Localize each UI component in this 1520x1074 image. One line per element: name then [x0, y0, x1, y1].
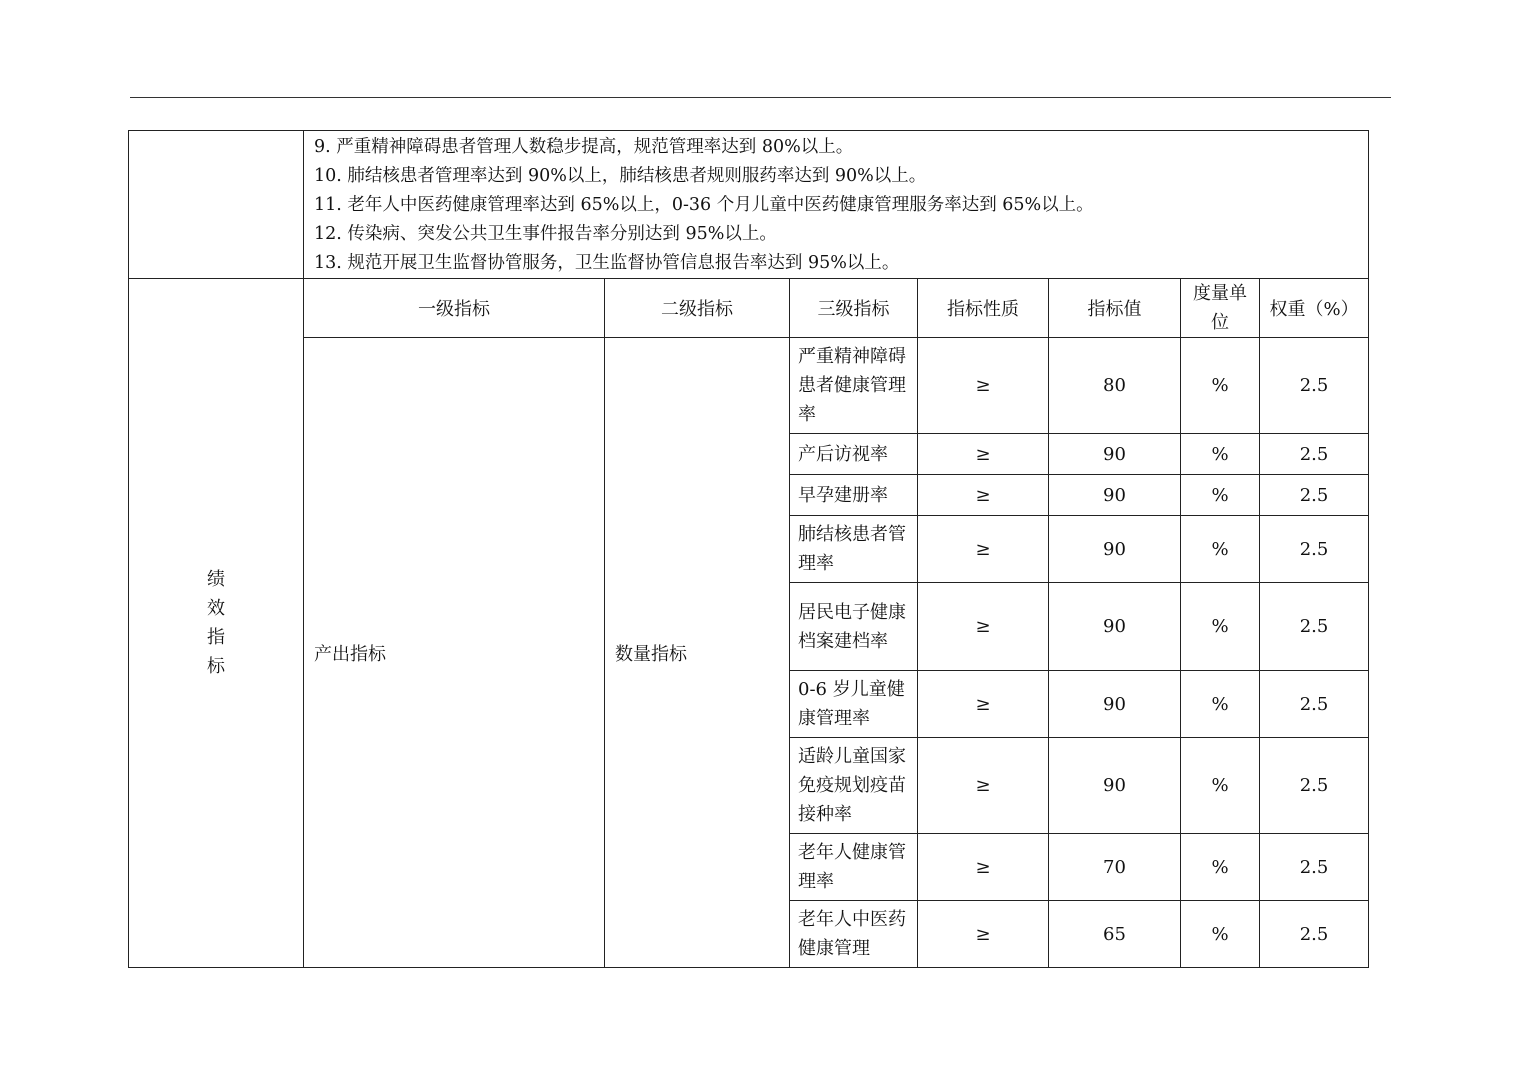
nature-cell: ≥	[918, 338, 1049, 434]
performance-table	[128, 130, 1369, 968]
level1-cell: 产出指标	[304, 338, 605, 968]
unit-cell: %	[1181, 583, 1260, 671]
value-cell: 90	[1049, 434, 1181, 475]
value-cell: 80	[1049, 338, 1181, 434]
unit-cell: %	[1181, 434, 1260, 475]
goal-item: 12. 传染病、突发公共卫生事件报告率分别达到 95%以上。	[314, 224, 777, 244]
header-nature: 指标性质	[918, 279, 1049, 338]
weight-cell: 2.5	[1260, 475, 1369, 516]
level3-cell: 早孕建册率	[790, 475, 918, 516]
level3-cell: 产后访视率	[790, 434, 918, 475]
goal-item: 13. 规范开展卫生监督协管服务，卫生监督协管信息报告率达到 95%以上。	[314, 253, 900, 273]
unit-cell: %	[1181, 338, 1260, 434]
nature-cell: ≥	[918, 583, 1049, 671]
header-row	[129, 279, 1369, 338]
weight-cell: 2.5	[1260, 671, 1369, 738]
nature-cell: ≥	[918, 671, 1049, 738]
weight-cell: 2.5	[1260, 901, 1369, 968]
nature-cell: ≥	[918, 475, 1049, 516]
value-cell: 90	[1049, 516, 1181, 583]
level3-cell: 肺结核患者管理率	[790, 516, 918, 583]
level3-cell: 居民电子健康档案建档率	[790, 583, 918, 671]
level3-cell: 严重精神障碍患者健康管理率	[790, 338, 918, 434]
header-level1: 一级指标	[304, 279, 605, 338]
level3-cell: 老年人健康管理率	[790, 834, 918, 901]
weight-cell: 2.5	[1260, 738, 1369, 834]
goal-item: 10. 肺结核患者管理率达到 90%以上，肺结核患者规则服药率达到 90%以上。	[314, 166, 927, 186]
value-cell: 90	[1049, 671, 1181, 738]
header-unit: 度量单位	[1181, 279, 1260, 338]
value-cell: 70	[1049, 834, 1181, 901]
header-value: 指标值	[1049, 279, 1181, 338]
weight-cell: 2.5	[1260, 834, 1369, 901]
value-cell: 90	[1049, 475, 1181, 516]
level3-cell: 老年人中医药健康管理	[790, 901, 918, 968]
value-cell: 90	[1049, 583, 1181, 671]
unit-cell: %	[1181, 901, 1260, 968]
unit-cell: %	[1181, 475, 1260, 516]
goals-row	[129, 131, 1369, 279]
nature-cell: ≥	[918, 434, 1049, 475]
goals-cell	[304, 131, 1369, 279]
level3-cell: 适龄儿童国家免疫规划疫苗接种率	[790, 738, 918, 834]
goal-item: 9. 严重精神障碍患者管理人数稳步提高，规范管理率达到 80%以上。	[314, 137, 854, 157]
unit-cell: %	[1181, 671, 1260, 738]
weight-cell: 2.5	[1260, 516, 1369, 583]
header-weight: 权重（%）	[1260, 279, 1369, 338]
value-cell: 65	[1049, 901, 1181, 968]
section-label: 绩 效 指 标	[129, 279, 304, 968]
value-cell: 90	[1049, 738, 1181, 834]
nature-cell: ≥	[918, 901, 1049, 968]
nature-cell: ≥	[918, 516, 1049, 583]
goal-item: 11. 老年人中医药健康管理率达到 65%以上，0-36 个月儿童中医药健康管理服务率达到 65%以上。	[314, 195, 1094, 215]
header-level2: 二级指标	[605, 279, 790, 338]
level3-cell: 0-6 岁儿童健康管理率	[790, 671, 918, 738]
goals-label-cell	[129, 131, 304, 279]
level2-cell: 数量指标	[605, 338, 790, 968]
header-level3: 三级指标	[790, 279, 918, 338]
nature-cell: ≥	[918, 834, 1049, 901]
weight-cell: 2.5	[1260, 338, 1369, 434]
unit-cell: %	[1181, 516, 1260, 583]
unit-cell: %	[1181, 738, 1260, 834]
unit-cell: %	[1181, 834, 1260, 901]
weight-cell: 2.5	[1260, 583, 1369, 671]
table-row	[129, 338, 1369, 434]
nature-cell: ≥	[918, 738, 1049, 834]
weight-cell: 2.5	[1260, 434, 1369, 475]
header-rule	[130, 97, 1391, 98]
